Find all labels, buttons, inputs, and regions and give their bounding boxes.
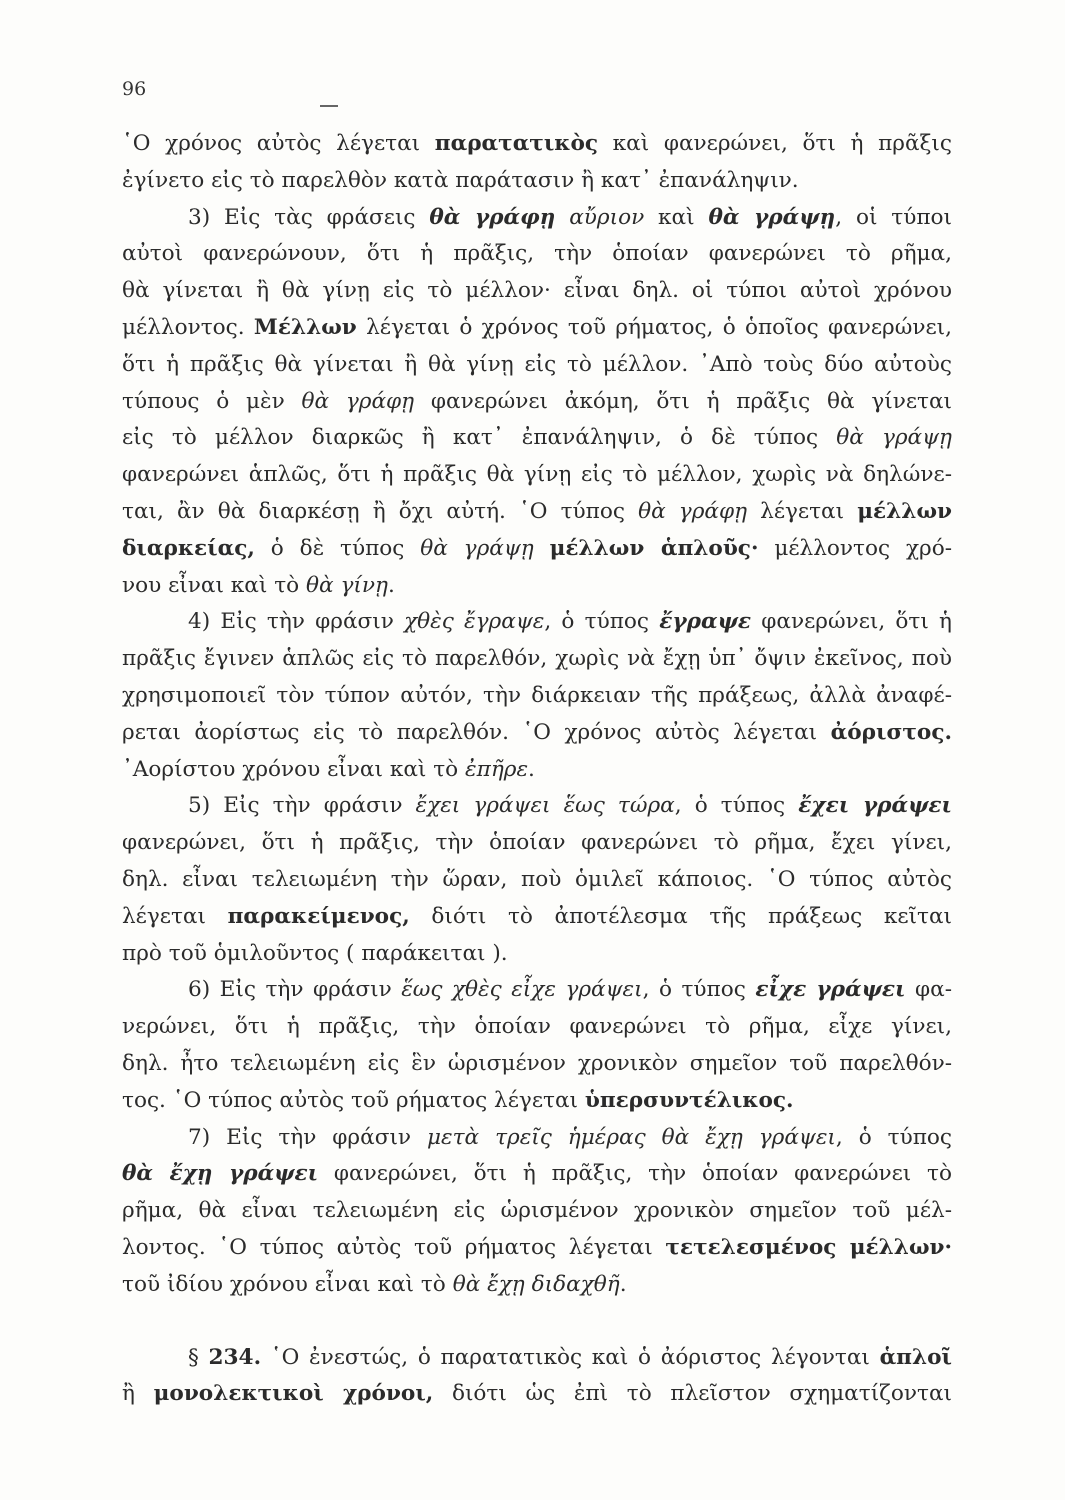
- emphasized-text: ἐπῆρε: [465, 756, 529, 782]
- emphasized-text: μέλλων: [857, 498, 952, 524]
- text-segment: λέγεται: [747, 498, 858, 524]
- text-line: [122, 641, 952, 678]
- text-segment: μέλλοντος χρό-: [758, 535, 953, 561]
- emphasized-text: ἁπλοῖ: [879, 1344, 952, 1370]
- emphasized-text: θὰ γράψῃ: [708, 204, 836, 230]
- emphasized-text: θὰ γράφῃ: [301, 388, 415, 414]
- text-line: [122, 1193, 952, 1230]
- text-segment: δηλ. ἦτο τελειωμένη εἰς ἓν ὡρισμένον χρονικὸν σημεῖον τοῦ παρελθόν-: [122, 1050, 952, 1076]
- text-line: [122, 347, 952, 384]
- emphasized-text: θὰ γίνῃ: [306, 572, 388, 598]
- text-line: [122, 310, 952, 347]
- emphasized-text: ὑπερσυντέλικος.: [584, 1087, 794, 1113]
- text-line: [122, 568, 952, 605]
- text-segment: ῾Ο ἐνεστώς, ὁ παρατατικὸς καὶ ὁ ἀόριστος λέγονται: [261, 1344, 880, 1370]
- text-segment: πρὸ τοῦ ὁμιλοῦντος ( παράκειται ).: [122, 940, 508, 966]
- emphasized-text: μετὰ τρεῖς ἡμέρας θὰ ἔχῃ γράψει: [426, 1124, 836, 1150]
- emphasized-text: ἔχει γράψει ἕως τώρα: [415, 793, 675, 819]
- text-segment: 6) Εἰς τὴν φράσιν: [188, 977, 402, 1003]
- text-segment: λέγεται ὁ χρόνος τοῦ ρήματος, ὁ ὁποῖος φανερώνει,: [356, 314, 952, 340]
- text-segment: §: [188, 1344, 209, 1370]
- text-segment: θὰ γίνεται ἢ θὰ γίνῃ εἰς τὸ μέλλον· εἶναι δηλ. οἱ τύποι αὐτοὶ χρόνου: [122, 278, 952, 304]
- emphasized-text: θὰ γράφῃ: [638, 498, 748, 524]
- emphasized-text: 234.: [208, 1344, 262, 1370]
- text-segment: καὶ φανερώνει, ὅτι ἡ πρᾶξις: [598, 131, 952, 156]
- text-segment: ρῆμα, θὰ εἶναι τελειωμένη εἰς ὡρισμένον χρονικὸν σημεῖον τοῦ μέλ-: [122, 1198, 952, 1224]
- text-segment: φανερώνει, ὅτι ἡ πρᾶξις, τὴν ὁποίαν φανερώνει τὸ: [318, 1161, 952, 1187]
- text-line: [122, 1120, 952, 1157]
- text-line: [122, 899, 952, 936]
- text-segment: μέλλοντος.: [122, 314, 254, 340]
- text-segment: λέγεται: [122, 903, 228, 929]
- text-line: [122, 1046, 952, 1083]
- emphasized-text: εἶχε γράψει: [755, 977, 906, 1003]
- body-text: [122, 126, 952, 1413]
- text-segment: νου εἶναι καὶ τὸ: [122, 572, 307, 598]
- text-segment: 5) Εἰς τὴν φράσιν: [188, 793, 416, 819]
- text-line: [122, 825, 952, 862]
- emphasized-text: μονολεκτικοὶ χρόνοι,: [153, 1381, 434, 1407]
- emphasized-text: ἀόριστος.: [830, 719, 952, 745]
- text-segment: νερώνει, ὅτι ἡ πρᾶξις, τὴν ὁποίαν φανερώνει τὸ ρῆμα, εἶχε γίνει,: [122, 1014, 952, 1040]
- text-line: [122, 788, 952, 825]
- text-segment: 7) Εἰς τὴν φράσιν: [188, 1124, 427, 1150]
- text-line: [122, 862, 952, 899]
- text-segment: , ὁ τύπος: [674, 793, 799, 819]
- text-line: [122, 531, 952, 568]
- text-segment: , ὁ τύπος: [544, 609, 660, 635]
- text-segment: φανερώνει, ὅτι ἡ πρᾶξις, τὴν ὁποίαν φανερώνει τὸ ρῆμα, ἔχει γίνει,: [122, 830, 952, 856]
- emphasized-text: θὰ ἔχῃ διδαχθῆ: [452, 1271, 620, 1297]
- text-line: [122, 273, 952, 310]
- text-segment: ται, ἂν θὰ διαρκέσῃ ἢ ὄχι αὐτή. ῾Ο τύπος: [122, 498, 639, 524]
- text-line: [122, 236, 952, 273]
- emphasized-text: Μέλλων: [253, 314, 357, 340]
- emphasized-text: παρακείμενος,: [227, 903, 410, 929]
- text-line: [122, 494, 952, 531]
- text-segment: .: [528, 756, 535, 782]
- emphasized-text: τετελεσμένος μέλλων·: [665, 1234, 952, 1260]
- text-segment: ἐγίνετο εἰς τὸ παρελθὸν κατὰ παράτασιν ἢ κατ᾽ ἐπανάληψιν.: [122, 167, 799, 193]
- text-segment: πρᾶξις ἔγινεν ἁπλῶς εἰς τὸ παρελθόν, χωρὶς νὰ ἔχῃ ὑπ᾽ ὄψιν ἐκεῖνος, ποὺ: [122, 646, 952, 672]
- text-segment: 4) Εἰς τὴν φράσιν: [188, 609, 405, 635]
- text-segment: φανερώνει ἁπλῶς, ὅτι ἡ πρᾶξις θὰ γίνῃ εἰς τὸ μέλλον, χωρὶς νὰ δηλώνε-: [122, 462, 952, 488]
- text-line: [122, 1230, 952, 1267]
- text-line: [122, 1267, 952, 1304]
- emphasized-text: θὰ γράψῃ: [836, 425, 952, 451]
- emphasized-text: αὔριον: [555, 204, 645, 230]
- text-line: [122, 126, 952, 163]
- text-segment: δηλ. εἶναι τελειωμένη τὴν ὥραν, ποὺ ὁμιλεῖ κάποιος. ῾Ο τύπος αὐτὸς: [122, 866, 952, 892]
- text-line: [122, 678, 952, 715]
- text-segment: αὐτοὶ φανερώνουν, ὅτι ἡ πρᾶξις, τὴν ὁποίαν φανερώνει τὸ ρῆμα,: [122, 241, 952, 267]
- text-segment: διότι ὡς ἐπὶ τὸ πλεῖστον σχηματίζονται: [433, 1381, 952, 1407]
- text-segment: , ὁ τύπος: [642, 977, 756, 1003]
- text-segment: ρεται ἀορίστως εἰς τὸ παρελθόν. ῾Ο χρόνος αὐτὸς λέγεται: [122, 719, 831, 745]
- page-number: 96: [122, 78, 147, 100]
- emphasized-text: παρατατικὸς: [434, 131, 599, 156]
- text-segment: ὁ δὲ τύπος: [254, 535, 421, 561]
- text-segment: εἰς τὸ μέλλον διαρκῶς ἢ κατ᾽ ἐπανάληψιν, ὁ δὲ τύπος: [122, 425, 837, 451]
- text-line: [122, 972, 952, 1009]
- text-segment: [534, 536, 550, 561]
- emphasized-text: χθὲς ἔγραψε: [404, 609, 545, 635]
- text-segment: , οἱ τύποι: [835, 204, 952, 230]
- text-segment: ῾Ο χρόνος αὐτὸς λέγεται: [122, 131, 435, 156]
- text-line: [122, 200, 952, 237]
- text-segment: φανερώνει, ὅτι ἡ: [751, 609, 952, 635]
- text-line: [122, 604, 952, 641]
- text-line: [122, 752, 952, 789]
- emphasized-text: διαρκείας,: [122, 535, 255, 561]
- emphasized-text: θὰ ἔχῃ γράψει: [122, 1161, 319, 1187]
- text-segment: φανερώνει ἀκόμη, ὅτι ἡ πρᾶξις θὰ γίνεται: [414, 388, 953, 414]
- text-segment: ὅτι ἡ πρᾶξις θὰ γίνεται ἢ θὰ γίνῃ εἰς τὸ μέλλον. ᾽Απὸ τοὺς δύο αὐτοὺς: [122, 351, 952, 377]
- text-segment: λοντος. ῾Ο τύπος αὐτὸς τοῦ ρήματος λέγεται: [122, 1234, 666, 1260]
- text-segment: ἢ: [122, 1381, 154, 1407]
- emphasized-text: θὰ γράψῃ: [420, 535, 534, 561]
- text-line: [122, 384, 952, 421]
- text-segment: 3) Εἰς τὰς φράσεις: [188, 204, 430, 230]
- emphasized-text: ἔγραψε: [659, 609, 752, 635]
- text-segment: φα-: [905, 977, 952, 1003]
- text-line: [122, 1376, 952, 1413]
- emphasized-text: ἕως χθὲς εἶχε γράψει: [401, 977, 643, 1003]
- text-segment: τύπους ὁ μὲν: [122, 388, 302, 414]
- text-segment: τος. ῾Ο τύπος αὐτὸς τοῦ ρήματος λέγεται: [122, 1087, 585, 1113]
- text-segment: διότι τὸ ἀποτέλεσμα τῆς πράξεως κεῖται: [409, 903, 952, 929]
- text-line: [122, 1083, 952, 1120]
- text-line: [122, 1340, 952, 1377]
- text-line: [122, 457, 952, 494]
- emphasized-text: μέλλων ἁπλοῦς·: [549, 535, 759, 561]
- text-segment: , ὁ τύπος: [835, 1124, 953, 1150]
- emphasized-text: θὰ γράφῃ: [429, 204, 556, 230]
- text-line: [122, 420, 952, 457]
- text-segment: .: [387, 572, 395, 598]
- text-segment: τοῦ ἰδίου χρόνου εἶναι καὶ τὸ: [122, 1271, 453, 1297]
- separator-dash: [320, 105, 338, 107]
- text-segment: ᾽Αορίστου χρόνου εἶναι καὶ τὸ: [122, 756, 466, 782]
- text-segment: χρησιμοποιεῖ τὸν τύπον αὐτόν, τὴν διάρκειαν τῆς πράξεως, ἀλλὰ ἀναφέ-: [122, 682, 952, 708]
- text-segment: .: [619, 1271, 627, 1297]
- text-segment: καὶ: [644, 204, 709, 230]
- text-line: [122, 1009, 952, 1046]
- text-line: [122, 936, 952, 973]
- text-line: [122, 715, 952, 752]
- text-line: [122, 163, 952, 200]
- text-line: [122, 1156, 952, 1193]
- emphasized-text: ἔχει γράψει: [798, 793, 953, 819]
